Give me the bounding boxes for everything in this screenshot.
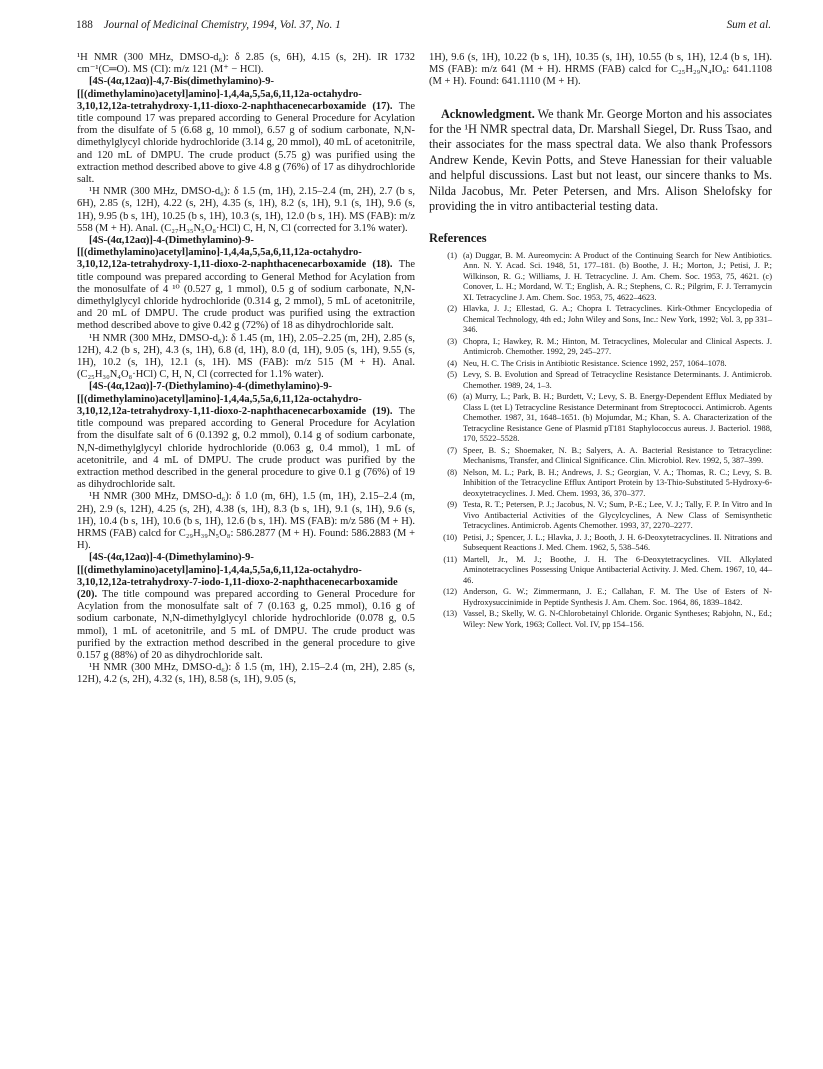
compound-name: [4S-(4α,12aα)]-4-(Dimethylamino)-9-[[(dimethylamino)acetyl]amino]-1,4,4a,5,5a,6,11,12a-octahydro-3,10,12,12a-tetrahydroxy-1,11-dioxo-2-naphthacenecarboxamide (18). — [77, 235, 393, 271]
compound-paragraph — [77, 76, 415, 186]
nmr-paragraph — [77, 52, 415, 76]
nmr-paragraph — [77, 491, 415, 552]
reference-item — [429, 500, 772, 532]
reference-text: Martell, Jr., M. J.; Boothe, J. H. The 6-Deoxytetracyclines. VII. Alkylated Aminotetracyclines Possessing Unique Antibacterial Activity. J. Med. Chem. 1967, 10, 44–46. — [463, 554, 772, 585]
reference-item — [429, 609, 772, 630]
reference-text: Chopra, I.; Hawkey, R. M.; Hinton, M. Tetracyclines, Molecular and Clinical Aspects. J. Antimicrob. Chemother. 1992, 29, 245–277. — [463, 336, 772, 357]
reference-item — [429, 370, 772, 391]
nmr-paragraph — [77, 333, 415, 382]
reference-number: (13) — [443, 609, 457, 619]
running-header — [76, 19, 771, 35]
reference-item — [429, 304, 772, 336]
reference-number: (1) — [447, 250, 457, 260]
header-authors: Sum et al. — [726, 19, 771, 31]
reference-text: Speer, B. S.; Shoemaker, N. B.; Salyers, A. A. Bacterial Resistance to Tetracycline: Mechanisms, Transfer, and Clinical Significance. Clin. Microbiol. Rev. 1992, 5, 387–399. — [463, 445, 772, 466]
reference-item — [429, 392, 772, 445]
reference-number: (9) — [447, 500, 457, 510]
compound-name: [4S-(4α,12aα)]-4,7-Bis(dimethylamino)-9-[[(dimethylamino)acetyl]amino]-1,4,4a,5,5a,6,11,12a-octahydro-3,10,12,12a-tetrahydroxy-1,11-dioxo-2-naphthacenecarboxamide (17). — [77, 76, 393, 112]
compound-paragraph — [77, 381, 415, 491]
reference-text: Testa, R. T.; Petersen, P. J.; Jacobus, N. V.; Sum, P.-E.; Lee, V. J.; Tally, F. P. In Vitro and In Vivo Antibacterial Activities of the Glycylcyclines, A New Class of Semisynthetic Tetracyclines. Antimicrob. Agents Chemother. 1993, 37, 2270–2277. — [463, 500, 772, 531]
page-number: 188 — [76, 19, 93, 31]
paragraph-text: The title compound was prepared according to General Method for Acylation from the monosulfate of 4 ¹⁰ (0.527 g, 1 mmol), 0.5 g of sodium carbonate, N,N-dimethylglycyl chloride hydrochloride (0.314 g, 2 mmol), 5 mL of acetonitrile, and 20 mL of DMPU. The crude product was purified using the extraction method described above to give 0.42 g (72%) of 18 as dihydrochloride salt. — [77, 259, 416, 332]
right-column — [429, 52, 772, 631]
reference-number: (12) — [443, 587, 457, 597]
references-heading: References — [429, 231, 487, 246]
paragraph-text: ¹H NMR (300 MHz, DMSO-d₆): δ 2.85 (s, 6H), 4.15 (s, 2H). IR 1732 cm⁻¹(C═O). MS (CI): m/z 121 (M⁺ − HCl). — [77, 52, 415, 76]
nmr-paragraph — [77, 186, 415, 235]
reference-item — [429, 555, 772, 587]
reference-number: (6) — [447, 392, 457, 402]
reference-text: Nelson, M. L.; Park, B. H.; Andrews, J. S.; Georgian, V. A.; Thomas, R. C.; Levy, S. B. Inhibition of the Tetracycline Efflux Antiport Protein by 13-Thio-Substituted 5-Hydroxy-6-deoxytetracyclines. J. Med. Chem. 1993, 36, 370–377. — [463, 467, 772, 498]
reference-number: (4) — [447, 358, 457, 368]
compound-name: [4S-(4α,12aα)]-4-(Dimethylamino)-9-[[(dimethylamino)acetyl]amino]-1,4,4a,5,5a,6,11,12a-octahydro-3,10,12,12a-tetrahydroxy-7-iodo-1,11-dioxo-2-naphthacenecarboxamide (20). — [77, 552, 398, 600]
reference-text: (a) Murry, L.; Park, B. H.; Burdett, V.; Levy, S. B. Energy-Dependent Efflux Mediated by Class L (tet L) Tetracycline Resistance Determinant from Streptococci. Antimicrob. Agents Chemother. 1987, 31, 1648–1651. (b) Mojumdar, M.; Khan, S. A. Characterization of the Tetracycline Resistance Gene of Plasmid pT181 Staphylococcus aureus. J. Bacteriol. 1988, 170, 5522–5528. — [463, 392, 772, 444]
compound-paragraph — [77, 552, 415, 662]
reference-item — [429, 468, 772, 500]
journal-citation: Journal of Medicinal Chemistry, 1994, Vol. 37, No. 1 — [103, 19, 341, 31]
continuation-paragraph — [429, 52, 772, 89]
reference-item — [429, 587, 772, 608]
reference-item — [429, 533, 772, 554]
paragraph-text: The title compound was prepared according to General Procedure for Acylation from the monosulfate salt of 7 (0.163 g, 0.25 mmol), 0.16 g of sodium carbonate, N,N-dimethylglycyl chloride hydrochloride (0.078 g, 0.5 mmol), 1 mL of acetonitrile, and 5 mL of DMPU. The crude product was purified by the extraction method described in the general procedure to give 0.157 g (88%) of 20 as dihydrochloride salt. — [77, 588, 415, 661]
reference-text: Levy, S. B. Evolution and Spread of Tetracycline Resistance Determinants. J. Antimicrob. Chemother. 1989, 24, 1–3. — [463, 370, 772, 390]
reference-text: (a) Duggar, B. M. Aureomycin: A Product of the Continuing Search for New Antibiotics. Ann. N. Y. Acad. Sci. 1948, 51, 177–181. (b) Boothe, J. H.; Morton, J.; Petisi, J. P.; Wilkinson, R. G.; Williams, J. H. Tetracycline. J. Am. Chem. Soc. 1953, 75, 4621. (c) Conover, L. H.; Mordand, W. T.; English, A. R.; Stephens, C. R.; Pilgrim, F. J. Terramycin XI. Tetracycline J. Am. Chem. Soc. 1953, 75, 4622–4623. — [463, 250, 772, 302]
reference-text: Anderson, G. W.; Zimmermann, J. E.; Callahan, F. M. The Use of Esters of N-Hydroxysuccinimide in Peptide Synthesis J. Am. Chem. Soc. 1964, 86, 1839–1842. — [463, 587, 772, 607]
reference-list — [429, 251, 772, 631]
acknowledgment-text: We thank Mr. George Morton and his associates for the ¹H NMR spectral data, Dr. Marshall Siegel, Dr. Russ Tsao, and their associates for the mass spectral data. We also thank Professors Andrew Kende, Kevin Potts, and Steve Hanessian for their valuable and helpful discussions. Last but not least, our sincere thanks to Ms. Nilda Jacobus, Mr. Peter Petersen, and Mrs. Alison Shelofsky for providing the in vitro antibacterial testing data. — [429, 106, 773, 214]
reference-number: (2) — [447, 304, 457, 314]
paragraph-text: The title compound was prepared according to General Procedure for Acylation from the disulfate salt of 6 (0.1392 g, 0.2 mmol), 0.14 g of sodium carbonate, N,N-dimethylglycyl chloride hydrochloride (0.063 g, 0.4 mmol), 1 mL of acetonitrile, and 4 mL of DMPU. The crude product was purified by the extraction method described in the general procedure to give 0.1 g (76%) of 19 as dihydrochloride salt. — [77, 405, 416, 491]
reference-text: Hlavka, J. J.; Ellestad, G. A.; Chopra I. Tetracyclines. Kirk-Othmer Encyclopedia of Chemical Technology, 4th ed.; John Wiley and Sons, Inc.: New York, 1992; Vol. 3, pp 331–346. — [463, 304, 772, 335]
paragraph-text: ¹H NMR (300 MHz, DMSO-d₆): δ 1.5 (m, 1H), 2.15–2.4 (m, 2H), 2.7 (b s, 6H), 2.85 (s, 12H), 4.22 (s, 2H), 4.35 (s, 1H), 8.2 (s, 1H), 9.1 (s, 1H), 9.6 (s, 1H), 9.95 (b s, 1H), 10.25 (b s, 1H), 10.3 (s, 1H), 12.0 (b s, 1H). MS (FAB): m/z 558 (M + H). Anal. (C₂₇H₃₅N₅O₈·HCl) C, H, N, Cl (corrected for 3.1% water). — [77, 186, 415, 234]
reference-item — [429, 359, 772, 370]
reference-item — [429, 446, 772, 467]
paragraph-text: 1H), 9.6 (s, 1H), 10.22 (b s, 1H), 10.35 (s, 1H), 10.55 (b s, 1H), 12.4 (b s, 1H). MS (FAB): m/z 641 (M + H). HRMS (FAB) calcd for C₂₅H₂₉N₄IO₈: 641.1108 (M + H). Found: 641.1110 (M + H). — [429, 52, 772, 88]
acknowledgment-section — [429, 107, 772, 215]
header-left — [76, 19, 341, 31]
reference-text: Vassel, B.; Skelly, W. G. N-Chlorobetainyl Chloride. Organic Syntheses; Rabjohn, N., Ed.; Wiley: New York, 1963; Collect. Vol. IV, pp 154–156. — [463, 609, 772, 629]
paragraph-text: ¹H NMR (300 MHz, DMSO-d₆): δ 1.45 (m, 1H), 2.05–2.25 (m, 2H), 2.85 (s, 12H), 4.2 (b s, 2H), 4.3 (s, 1H), 6.8 (d, 1H), 8.0 (d, 1H), 9.05 (s, 1H), 9.55 (s, 1H), 10.2 (s, 1H), 12.1 (s, 1H). MS (FAB): m/z 515 (M + H). Anal. (C₂₅H₃₀N₄O₈·HCl) C, H, N, Cl (corrected for 1.1% water). — [77, 332, 415, 381]
acknowledgment-heading: Acknowledgment. — [441, 106, 535, 121]
nmr-paragraph — [77, 662, 415, 686]
reference-number: (10) — [443, 532, 457, 542]
reference-item — [429, 251, 772, 304]
reference-number: (7) — [447, 445, 457, 455]
paragraph-text: ¹H NMR (300 MHz, DMSO-d₆): δ 1.5 (m, 1H), 2.15–2.4 (m, 2H), 2.85 (s, 12H), 4.2 (s, 2H), 4.32 (s, 1H), 8.58 (s, 1H), 9.05 (s, — [77, 662, 415, 686]
reference-number: (5) — [447, 370, 457, 380]
reference-number: (8) — [447, 467, 457, 477]
compound-paragraph — [77, 235, 415, 333]
reference-number: (11) — [443, 554, 457, 564]
paragraph-text: ¹H NMR (300 MHz, DMSO-d₆): δ 1.0 (m, 6H), 1.5 (m, 1H), 2.15–2.4 (m, 2H), 2.9 (s, 12H), 4.25 (s, 2H), 4.38 (s, 1H), 8.3 (b s, 1H), 9.1 (s, 1H), 9.6 (s, 1H), 10.4 (b s, 1H), 10.6 (b s, 1H), 12.6 (b s, 1H). MS (FAB): m/z 586 (M + H). HRMS (FAB) calcd for C₂₉H₃₉N₅O₈: 586.2877 (M + H). Found: 586.2883 (M + H). — [77, 491, 415, 552]
left-column — [77, 52, 415, 687]
reference-number: (3) — [447, 336, 457, 346]
compound-name: [4S-(4α,12aα)]-7-(Diethylamino)-4-(dimethylamino)-9-[[(dimethylamino)acetyl]amino]-1,4,4a,5,5a,6,11,12a-octahydro-3,10,12,12a-tetrahydroxy-1,11-dioxo-2-naphthacenecarboxamide (19). — [77, 381, 393, 417]
reference-text: Neu, H. C. The Crisis in Antibiotic Resistance. Science 1992, 257, 1064–1078. — [463, 358, 727, 368]
paragraph-text: The title compound 17 was prepared according to General Procedure for Acylation from the disulfate of 5 (6.68 g, 10 mmol), 6.57 g of sodium carbonate, N,N-dimethylglycyl chloride hydrochloride (3.14 g, 20 mmol), 40 mL of acetonitrile, and 120 mL of DMPU. The crude product (5.75 g) was purified using the extraction method described above to give 4.8 g (76%) of 17 as dihydrochloride salt. — [77, 100, 416, 186]
reference-item — [429, 337, 772, 358]
reference-text: Petisi, J.; Spencer, J. L.; Hlavka, J. J.; Booth, J. H. 6-Deoxytetracyclines. II. Nitrations and Subsequent Reactions J. Med. Chem. 1962, 5, 538–546. — [463, 532, 772, 553]
